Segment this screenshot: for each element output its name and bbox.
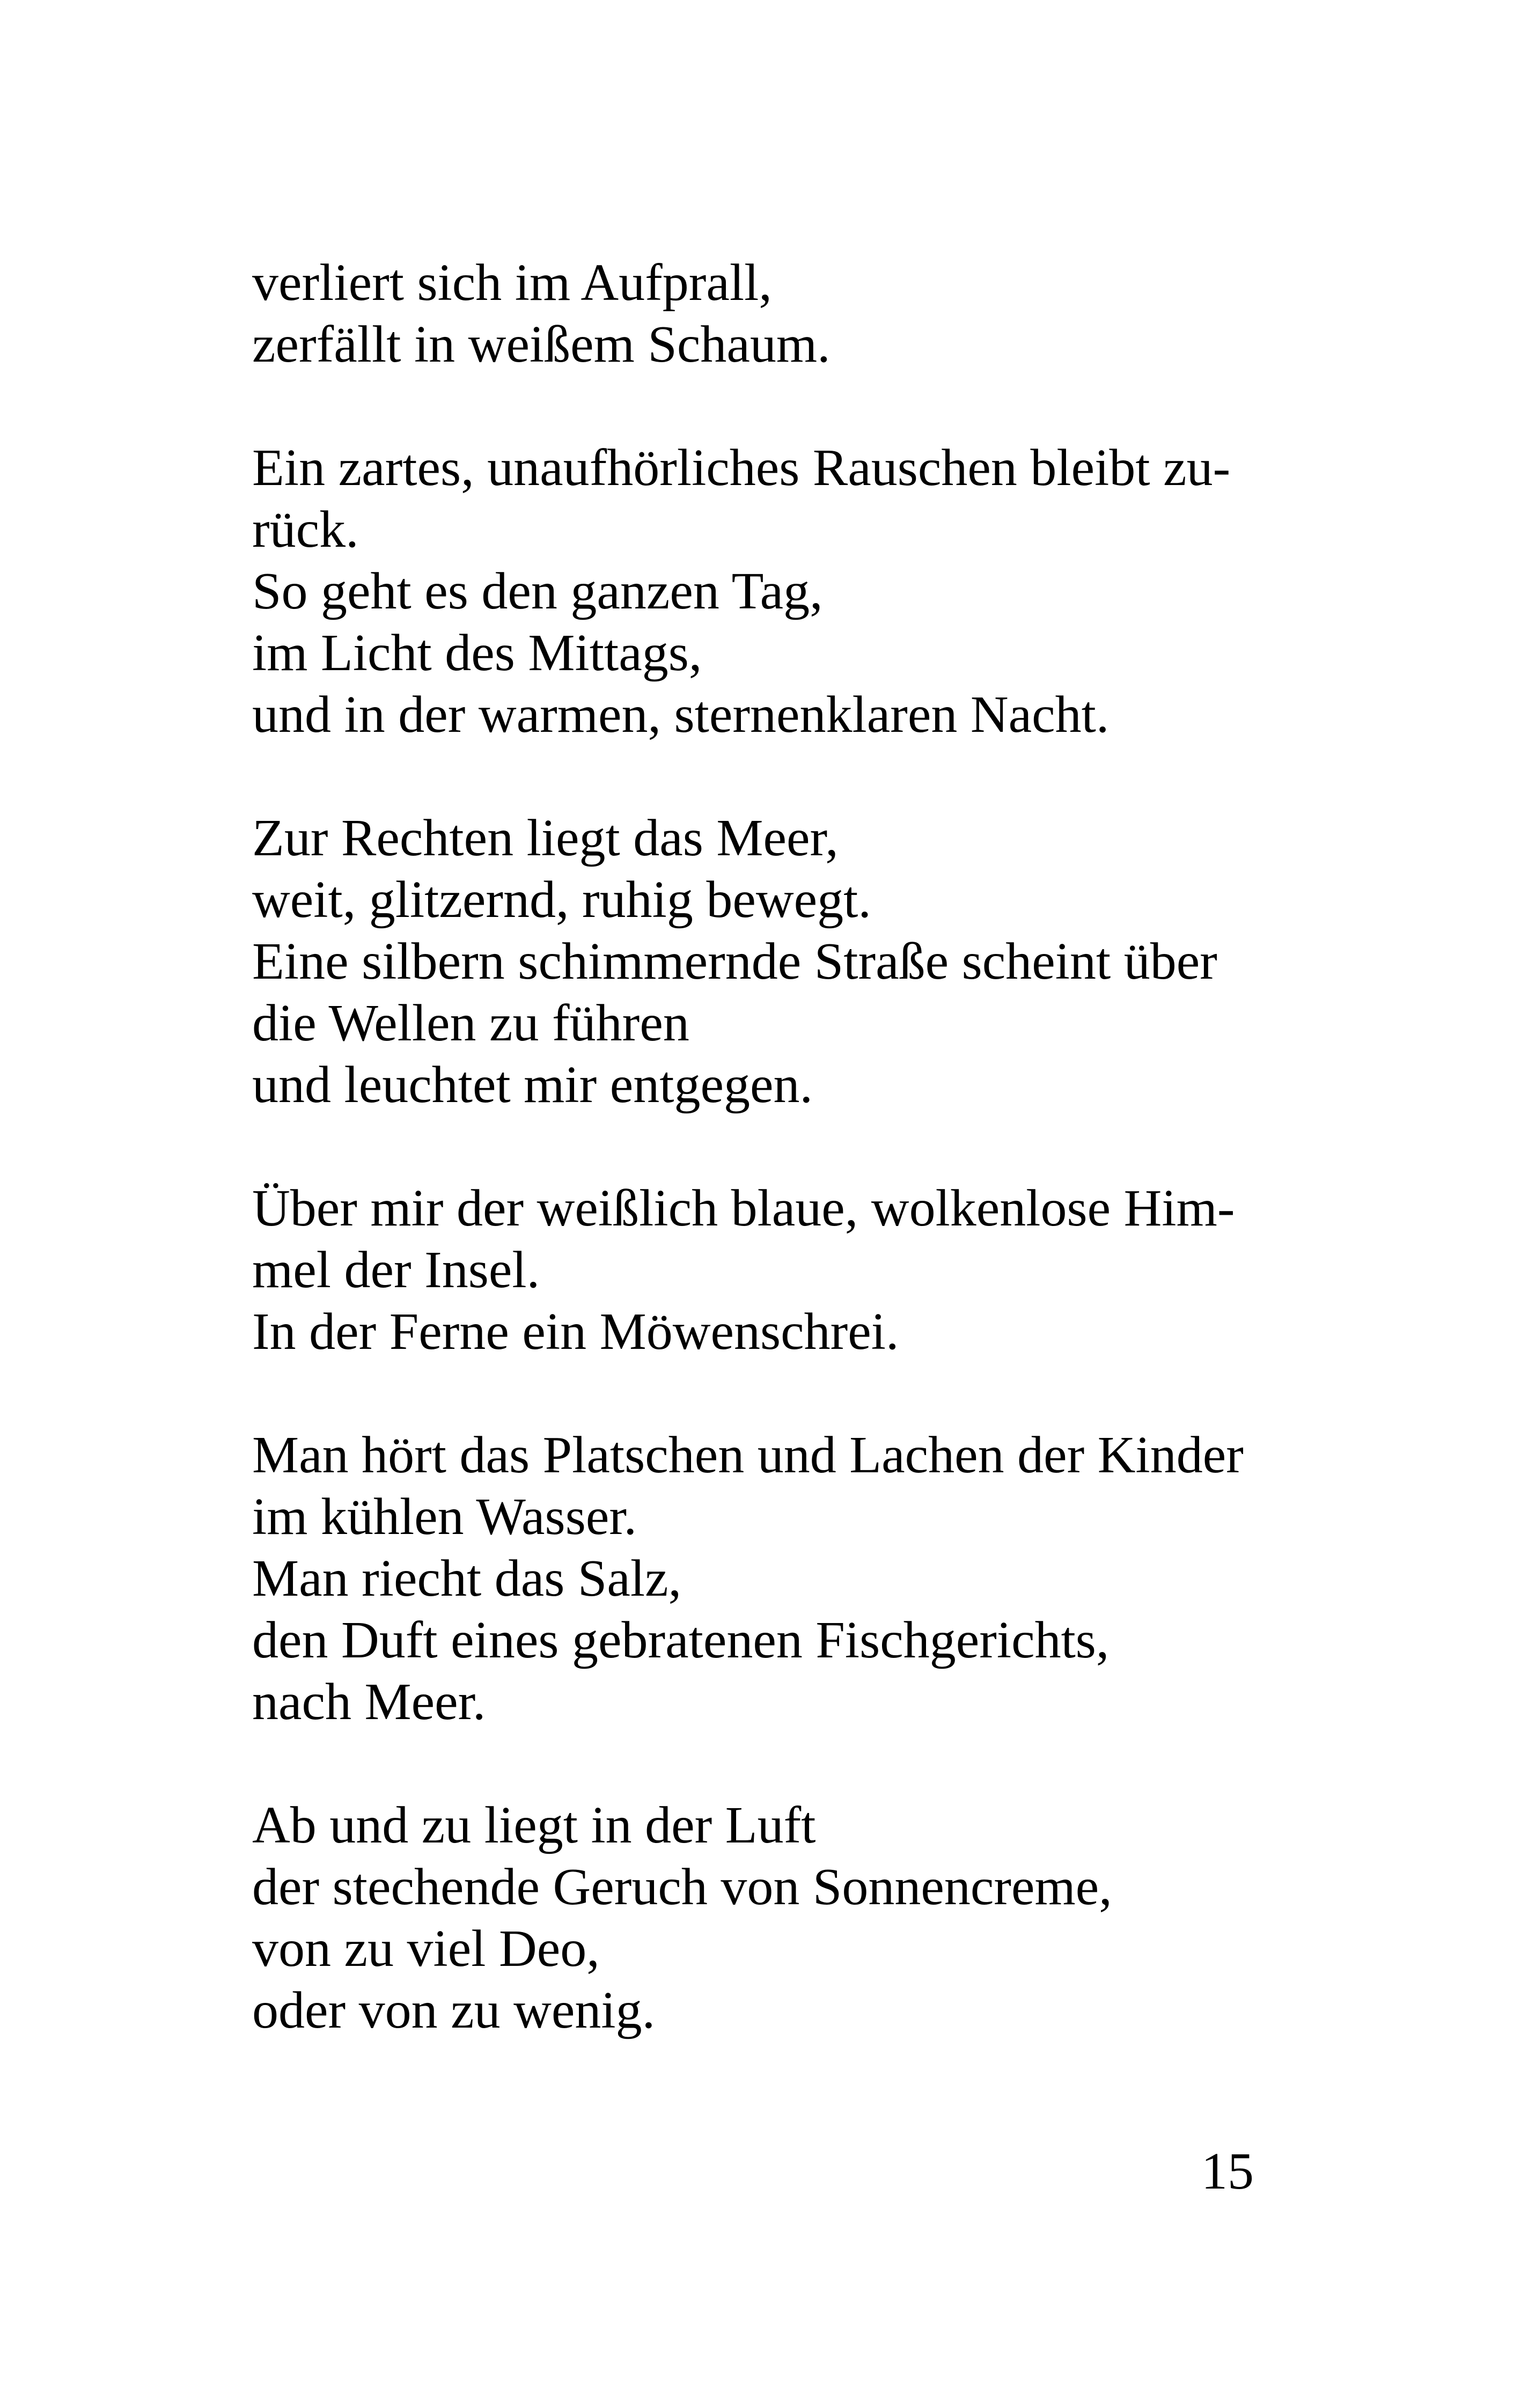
page-number: 15 (1201, 2142, 1254, 2200)
poem-line: und leuchtet mir entgegen. (252, 1056, 813, 1114)
poem-line: den Duft eines gebratenen Fischgerichts, (252, 1611, 1109, 1669)
poem-line: oder von zu wenig. (252, 1981, 656, 2039)
stanza-5 (252, 1425, 1272, 1733)
poem-line: im kühlen Wasser. (252, 1488, 637, 1546)
poem-line: verliert sich im Aufprall, (252, 254, 772, 312)
poem-line: Ab und zu liegt in der Luft (252, 1796, 816, 1854)
poem-line: der stechende Geruch von Sonnencreme, (252, 1858, 1112, 1916)
stanza-2 (252, 437, 1272, 746)
poem-line: nach Meer. (252, 1673, 486, 1731)
poem-line: So geht es den ganzen Tag, (252, 562, 823, 620)
stanza-4 (252, 1178, 1272, 1363)
poem-line: die Wellen zu führen (252, 994, 689, 1052)
poem-line: rück. (252, 501, 359, 559)
poem-line: In der Ferne ein Möwenschrei. (252, 1303, 899, 1361)
stanza-1 (252, 252, 1272, 376)
poem-line: Zur Rechten liegt das Meer, (252, 809, 839, 867)
poem-line: Man riecht das Salz, (252, 1550, 682, 1607)
poem-line: Eine silbern schimmernde Straße scheint über (252, 933, 1217, 990)
poem-line: im Licht des Mittags, (252, 624, 702, 682)
poem-line: Über mir der weißlich blaue, wolkenlose Him- (252, 1179, 1235, 1237)
poem-line: mel der Insel. (252, 1241, 540, 1299)
poem-line: weit, glitzernd, ruhig bewegt. (252, 871, 871, 929)
stanza-6 (252, 1795, 1272, 2042)
poem-line: Ein zartes, unaufhörliches Rauschen bleibt zu- (252, 439, 1231, 497)
poem-line: und in der warmen, sternenklaren Nacht. (252, 686, 1109, 744)
poem-line: von zu viel Deo, (252, 1920, 600, 1978)
poem-text (252, 252, 1272, 2103)
poem-line: zerfällt in weißem Schaum. (252, 315, 831, 373)
stanza-3 (252, 807, 1272, 1116)
poem-line: Man hört das Platschen und Lachen der Kinder (252, 1426, 1244, 1484)
